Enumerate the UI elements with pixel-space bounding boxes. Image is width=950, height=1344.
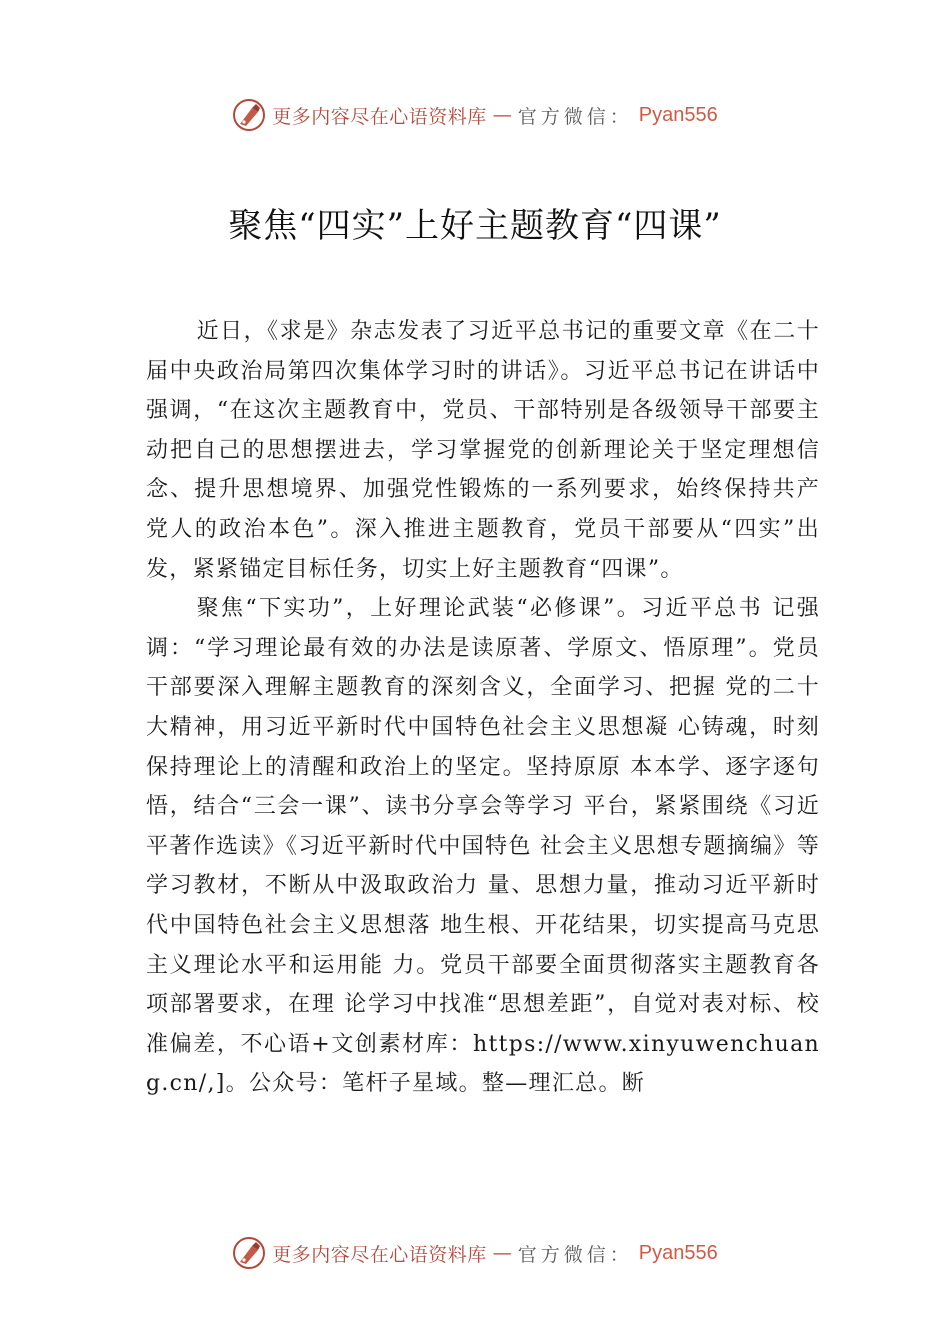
footer-banner bbox=[0, 1233, 950, 1273]
paragraph-theory: 聚焦“下实功”，上好理论武装“必修课”。习近平总书 记强调：“学习理论最有效的办法是读原著、学原文、悟原理”。党员干部要深入理解主题教育的深刻含义，全面学习、把握 党的二十大精神，用习近平新时代中国特色社会主义思想凝 心铸魂，时刻保持理论上的清醒和政治上的坚定。坚持原原 本本学、逐字逐句悟，结合“三会一课”、读书分享会等学习 平台，紧紧围绕《习近平著作选读》《习近平新时代中国特色 社会主义思想专题摘编》等学习教材，不断从中汲取政治力 量、思想力量，推动习近平新时代中国特色社会主义思想落 地生根、开花结果，切实提高马克思主义理论水平和运用能 力。党员干部要全面贯彻落实主题教育各项部署要求，在理 论学习中找准“思想差距”，自觉对表对标、校准偏差，不心语+文创素材库：https://www.xinyuwenchuang.cn/,]。公众号：笔杆子星域。整—理汇总。断 bbox=[146, 596, 820, 1097]
banner-text: 更多内容尽在心语资料库 bbox=[272, 1243, 487, 1266]
banner-wechat-id: Pyan556 bbox=[638, 103, 718, 126]
banner-text: 更多内容尽在心语资料库 bbox=[272, 105, 487, 128]
document-title: 聚焦“四实”上好主题教育“四课” bbox=[228, 206, 722, 246]
banner-separator: — bbox=[492, 1242, 512, 1264]
banner-wechat-id: Pyan556 bbox=[638, 1241, 718, 1264]
pen-nib-logo-icon bbox=[232, 1236, 266, 1270]
header-banner bbox=[0, 95, 950, 135]
banner-wechat-label: 官方微信： bbox=[517, 105, 633, 128]
pen-nib-logo-icon bbox=[232, 98, 266, 132]
paragraph-intro: 近日，《求是》杂志发表了习近平总书记的重要文章《在二十届中央政治局第四次集体学习时的讲话》。习近平总书记在讲话中强调，“在这次主题教育中，党员、干部特别是各级领导干部要主动把自己的思想摆进去，学习掌握党的创新理论关于坚定理想信念、提升思想境界、加强党性锻炼的一系列要求，始终保持共产党人的政治本色”。深入推进主题教育，党员干部要从“四实”出发，紧紧锚定目标任务，切实上好主题教育“四课”。 bbox=[146, 319, 820, 582]
banner-separator: — bbox=[492, 104, 512, 126]
document-body bbox=[146, 312, 820, 1104]
banner-wechat-label: 官方微信： bbox=[517, 1243, 633, 1266]
